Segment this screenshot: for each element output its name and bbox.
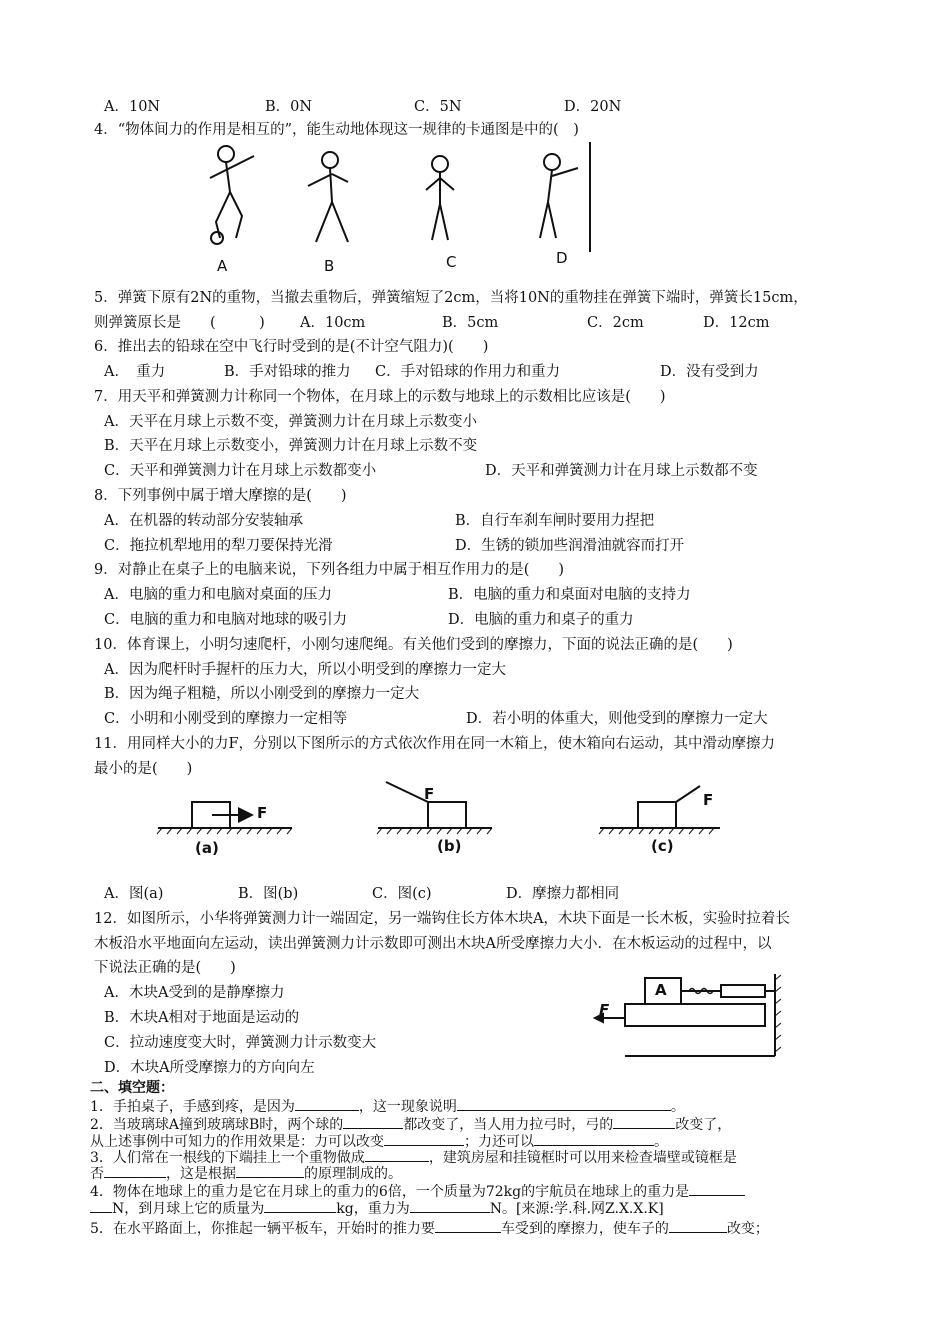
fill-2a: 2．当玻璃球A撞到玻璃球B时，两个球的 都改变了，当人用力拉弓时，弓的 改变了，: [90, 1114, 731, 1135]
q11-option-c: C．图(c): [372, 886, 432, 902]
q8-option-c: C．拖拉机犁地用的犁刀要保持光滑: [104, 538, 333, 554]
q9-option-a: A．电脑的重力和电脑对桌面的压力: [104, 587, 332, 603]
q9-stem: 9．对静止在桌子上的电脑来说，下列各组力中属于相互作用力的是( ): [94, 562, 565, 578]
fill-2b: 从上述事例中可知力的作用效果是：力可以改变 ；力还可以 。: [90, 1131, 668, 1152]
q10-option-a: A．因为爬杆时手握杆的压力大，所以小明受到的摩擦力一定大: [104, 662, 506, 678]
q9-option-c: C．电脑的重力和电脑对地球的吸引力: [104, 612, 348, 628]
q11-fig-label-b: (b): [437, 837, 462, 855]
q6-option-c: C．手对铅球的作用力和重力: [375, 364, 561, 380]
q11-force-label-c: F: [703, 791, 714, 809]
fill-1: 1．手拍桌子，手感到疼，是因为 ，这一现象说明 。: [90, 1096, 685, 1117]
q3-option-b: B．0N: [265, 99, 313, 115]
q4-cartoon-figures: [190, 142, 610, 282]
q7-option-c: C．天平和弹簧测力计在月球上示数都变小: [104, 463, 377, 479]
q6-stem: 6．推出去的铅球在空中飞行时受到的是(不计空气阻力)( ): [94, 339, 489, 355]
q9-option-b: B．电脑的重力和桌面对电脑的支持力: [448, 587, 691, 603]
q11-line2: 最小的是( ): [94, 761, 193, 777]
section2-title: 二、填空题：: [90, 1080, 174, 1096]
q12-fig-block-label: A: [655, 981, 667, 999]
q5-line1: 5．弹簧下原有2N的重物，当撤去重物后，弹簧缩短了2cm，当将10N的重物挂在弹簧下端时，弹簧长15cm，: [94, 290, 808, 306]
q5-option-a: A．10cm: [300, 315, 366, 331]
q4-label-d: D: [556, 249, 568, 267]
q7-option-d: D．天平和弹簧测力计在月球上示数都不变: [485, 463, 758, 479]
q12-line2: 木板沿水平地面向左运动，读出弹簧测力计示数即可测出木块A所受摩擦力大小．在木板运动的过程中，以: [94, 936, 772, 952]
q11-force-label-b: F: [424, 785, 435, 803]
fill-3b: 否 ，这是根据 的原理制成的。: [90, 1163, 402, 1184]
q11-fig-label-c: (c): [651, 837, 674, 855]
q10-option-d: D．若小明的体重大，则他受到的摩擦力一定大: [466, 711, 768, 727]
q10-option-c: C．小明和小刚受到的摩擦力一定相等: [104, 711, 348, 727]
q5-option-d: D．12cm: [703, 315, 770, 331]
q6-option-d: D．没有受到力: [660, 364, 759, 380]
q7-option-a: A．天平在月球上示数不变，弹簧测力计在月球上示数变小: [104, 414, 477, 430]
q11-line1: 11．用同样大小的力F，分别以下图所示的方式依次作用在同一木箱上，使木箱向右运动，其中滑动摩擦力: [94, 736, 776, 752]
q12-line1: 12．如图所示，小华将弹簧测力计一端固定，另一端钩住长方体木块A，木块下面是一长木板，实验时拉着长: [94, 911, 790, 927]
q10-stem: 10．体育课上，小明匀速爬杆，小刚匀速爬绳。有关他们受到的摩擦力，下面的说法正确的是( ): [94, 637, 733, 653]
fill-3a: 3．人们常在一根线的下端挂上一个重物做成 ，建筑房屋和挂镜框时可以用来检查墙壁或镜框是: [90, 1147, 737, 1168]
q12-fig-force-label: F: [599, 1001, 610, 1019]
q8-option-a: A．在机器的转动部分安装轴承: [104, 513, 303, 529]
q5-option-c: C．2cm: [587, 315, 644, 331]
q12-option-d: D．木块A所受摩擦力的方向向左: [104, 1060, 315, 1076]
q12-line3: 下说法正确的是( ): [94, 960, 236, 976]
q4-label-a: A: [217, 257, 228, 275]
q12-option-a: A．木块A受到的是静摩擦力: [104, 985, 285, 1001]
q11-option-b: B．图(b): [238, 886, 299, 902]
q12-apparatus-figure: [585, 970, 785, 1060]
q4-label-c: C: [446, 253, 457, 271]
fill-5: 5．在水平路面上，你推起一辆平板车，开始时的推力要 车受到的摩擦力，使车子的 改变；: [90, 1218, 769, 1239]
q3-option-a: A．10N: [104, 99, 161, 115]
q3-option-c: C．5N: [414, 99, 462, 115]
q11-option-a: A．图(a): [104, 886, 164, 902]
q5-option-b: B．5cm: [442, 315, 499, 331]
q11-force-label-a: F: [257, 804, 268, 822]
q12-option-c: C．拉动速度变大时，弹簧测力计示数变大: [104, 1035, 377, 1051]
q6-option-b: B．手对铅球的推力: [224, 364, 351, 380]
q6-option-a: A． 重力: [104, 364, 166, 380]
q8-stem: 8．下列事例中属于增大摩擦的是( ): [94, 488, 347, 504]
q8-option-b: B．自行车刹车闸时要用力捏把: [455, 513, 655, 529]
q7-stem: 7．用天平和弹簧测力计称同一个物体，在月球上的示数与地球上的示数相比应该是( ): [94, 389, 666, 405]
q12-option-b: B．木块A相对于地面是运动的: [104, 1010, 300, 1026]
q10-option-b: B．因为绳子粗糙，所以小刚受到的摩擦力一定大: [104, 686, 420, 702]
q5-line2-stem: 则弹簧原长是 ( ): [94, 315, 265, 331]
fill-4a: 4．物体在地球上的重力是它在月球上的重力的6倍，一个质量为72kg的宇航员在地球上的重力是: [90, 1181, 745, 1202]
q11-option-d: D．摩擦力都相同: [506, 886, 620, 902]
q4-stem: 4．“物体间力的作用是相互的”，能生动地体现这一规律的卡通图是中的( ): [94, 122, 579, 138]
fill-4b: N，到月球上它的质量为 kg，重力为 N。[来源:学.科.网Z.X.X.K]: [90, 1198, 664, 1219]
q3-option-d: D．20N: [564, 99, 622, 115]
q11-fig-label-a: (a): [195, 839, 219, 857]
q8-option-d: D．生锈的锁加些润滑油就容而打开: [455, 538, 685, 554]
q9-option-d: D．电脑的重力和桌子的重力: [448, 612, 634, 628]
q4-label-b: B: [324, 257, 335, 275]
q7-option-b: B．天平在月球上示数变小，弹簧测力计在月球上示数不变: [104, 438, 478, 454]
